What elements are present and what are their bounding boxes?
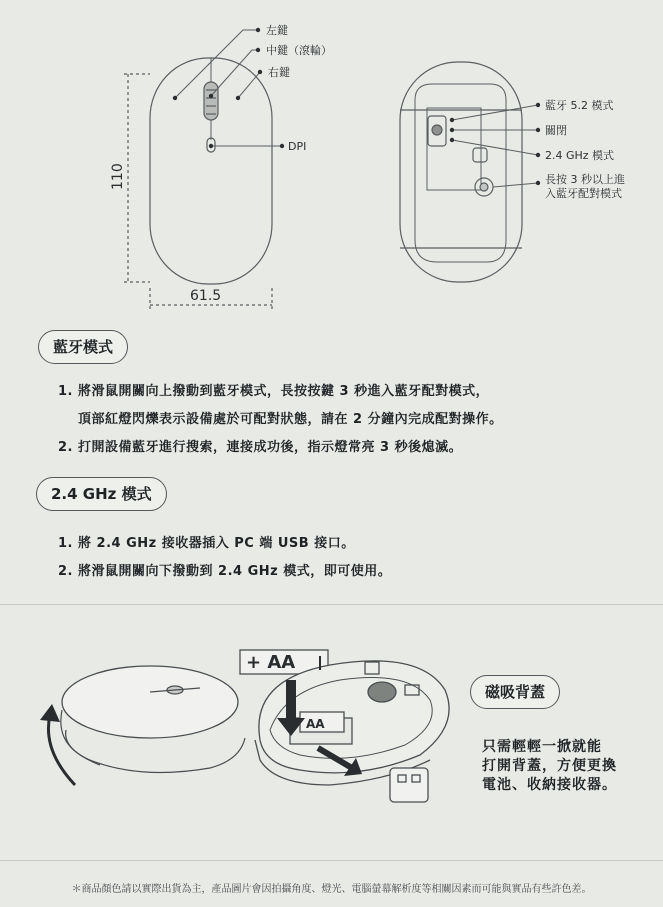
- magnet-description: [482, 738, 617, 795]
- label-left-button: 左鍵: [266, 24, 288, 37]
- footer-disclaimer: ＊商品顏色請以實際出貨為主，產品圖片會因拍攝角度、燈光、電腦螢幕解析度等相關因素而可能與實品有些許色差。: [71, 884, 592, 895]
- step-number: 1.: [58, 384, 73, 399]
- label-ghz-mode: 2.4 GHz 模式: [545, 149, 615, 162]
- step-text: 打開設備藍牙進行搜索，連接成功後，指示燈常亮 3 秒後熄滅。: [78, 440, 463, 455]
- label-bluetooth: 藍牙 5.2 模式: [545, 99, 614, 112]
- step-text: 將 2.4 GHz 接收器插入 PC 端 USB 接口。: [78, 536, 355, 551]
- label-off: 關閉: [545, 124, 567, 137]
- label-width-dim: 61.5: [190, 288, 222, 304]
- step-number: 2.: [58, 564, 73, 579]
- usb-receiver-icon: [390, 768, 428, 802]
- step-number: 2.: [58, 440, 73, 455]
- mouse-bottom-view: [400, 62, 522, 282]
- ghz-step-1: [58, 532, 355, 551]
- step-text: 將滑鼠開關向下撥動到 2.4 GHz 模式，即可使用。: [78, 564, 392, 579]
- bluetooth-section-title: 藍牙模式: [38, 330, 128, 364]
- desc-line-1: 只需輕輕一掀就能: [482, 739, 602, 755]
- battery-inner-label: AA: [306, 717, 325, 731]
- step-text: 將滑鼠開關向上撥動到藍牙模式，長按按鍵 3 秒進入藍牙配對模式，: [78, 384, 490, 399]
- desc-line-2: 打開背蓋，方便更換: [482, 758, 617, 774]
- section-divider: [0, 604, 663, 605]
- ghz-step-2: [58, 560, 391, 579]
- magnet-section-title: 磁吸背蓋: [470, 675, 560, 709]
- step-number: 1.: [58, 536, 73, 551]
- label-middle-button: 中鍵（滾輪）: [266, 44, 332, 57]
- mouse-top-shell: [62, 666, 238, 738]
- label-pair-hint-2: 入藍牙配對模式: [545, 187, 622, 200]
- desc-line-3: 電池、收納接收器。: [482, 777, 617, 793]
- battery-label: + AA: [246, 652, 296, 673]
- mouse-diagram-svg: [0, 0, 663, 320]
- bluetooth-step-1-cont: [58, 408, 503, 427]
- label-height-dim: 110: [110, 163, 126, 190]
- step-text: 頂部紅燈閃爍表示設備處於可配對狀態，請在 2 分鐘內完成配對操作。: [78, 412, 503, 427]
- label-right-button: 右鍵: [268, 66, 290, 79]
- dpi-slot: [473, 148, 487, 162]
- dimension-diagram: [0, 0, 663, 320]
- bluetooth-step-1: [58, 380, 489, 399]
- ghz-section-title: 2.4 GHz 模式: [36, 477, 167, 511]
- label-pair-hint-1: 長按 3 秒以上進: [545, 173, 625, 186]
- bluetooth-step-2: [58, 436, 462, 455]
- label-dpi: DPI: [288, 140, 307, 153]
- footer-divider: [0, 860, 663, 861]
